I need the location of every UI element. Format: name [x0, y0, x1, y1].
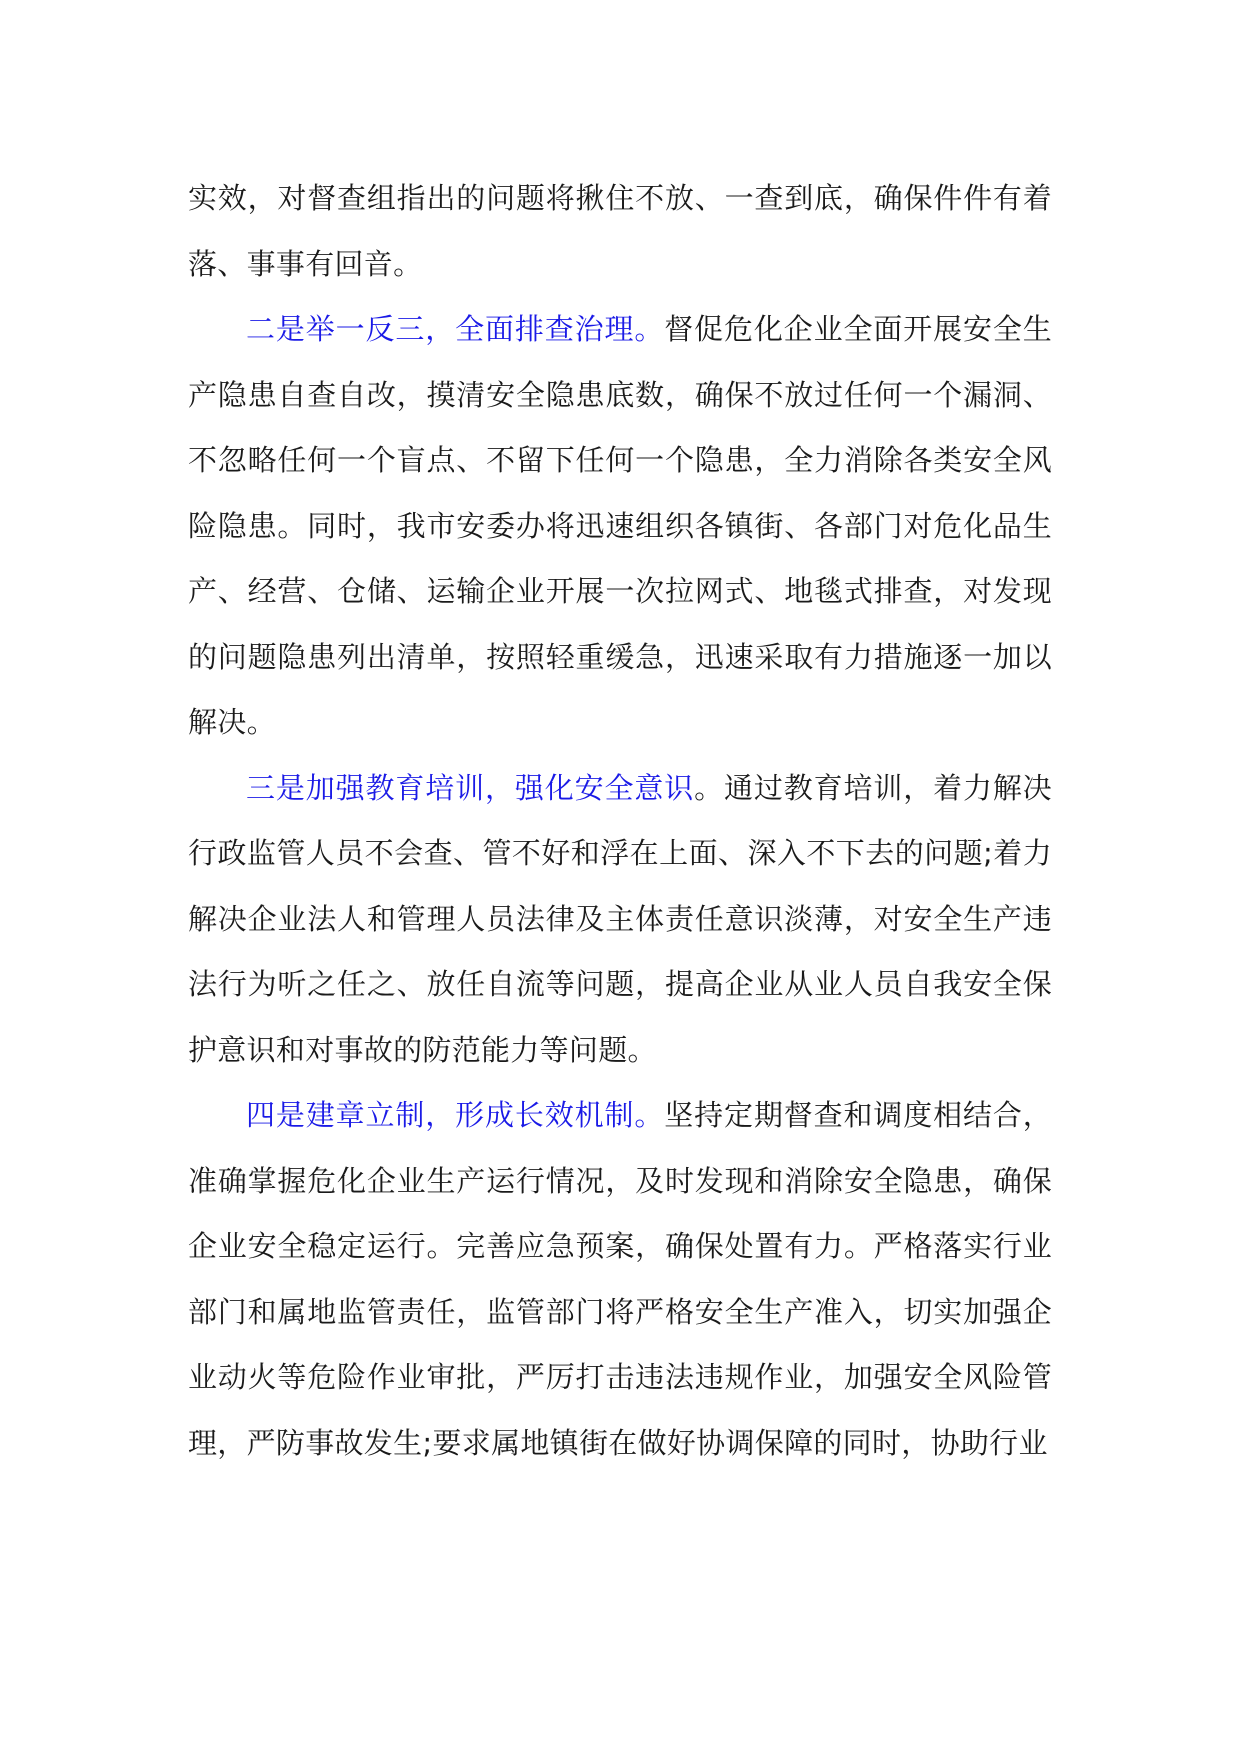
paragraph-lead: 三是加强教育培训，强化安全意识 — [246, 770, 695, 805]
paragraph-body: 。通过教育培训，着力解决行政监管人员不会查、管不好和浮在上面、深入不下去的问题;着力解决企业法人和管理人员法律及主体责任意识淡薄，对安全生产违法行为听之任之、放任自流等问题，提高企业从业人员自我安全保护意识和对事故的防范能力等问题。 — [188, 770, 1052, 1067]
paragraph-point-4 — [188, 1083, 1052, 1476]
paragraph-point-3 — [188, 756, 1052, 1084]
paragraph-body: 督促危化企业全面开展安全生产隐患自查自改，摸清安全隐患底数，确保不放过任何一个漏洞、不忽略任何一个盲点、不留下任何一个隐患，全力消除各类安全风险隐患。同时，我市安委办将迅速组织各镇街、各部门对危化品生产、经营、仓储、运输企业开展一次拉网式、地毯式排查，对发现的问题隐患列出清单，按照轻重缓急，迅速采取有力措施逐一加以解决。 — [188, 312, 1052, 739]
paragraph-lead: 二是举一反三，全面排查治理。 — [246, 312, 665, 346]
paragraph-lead: 四是建章立制，形成长效机制。 — [246, 1098, 665, 1132]
paragraph-body: 实效，对督查组指出的问题将揪住不放、一查到底，确保件件有着落、事事有回音。 — [188, 181, 1052, 281]
document-body — [188, 166, 1052, 1476]
paragraph-body: 坚持定期督查和调度相结合，准确掌握危化企业生产运行情况，及时发现和消除安全隐患，确保企业安全稳定运行。完善应急预案，确保处置有力。严格落实行业部门和属地监管责任，监管部门将严格安全生产准入，切实加强企业动火等危险作业审批，严厉打击违法违规作业，加强安全风险管理，严防事故发生;要求属地镇街在做好协调保障的同时，协助行业 — [188, 1098, 1052, 1460]
paragraph-point-2 — [188, 297, 1052, 756]
paragraph-continuation — [188, 166, 1052, 297]
